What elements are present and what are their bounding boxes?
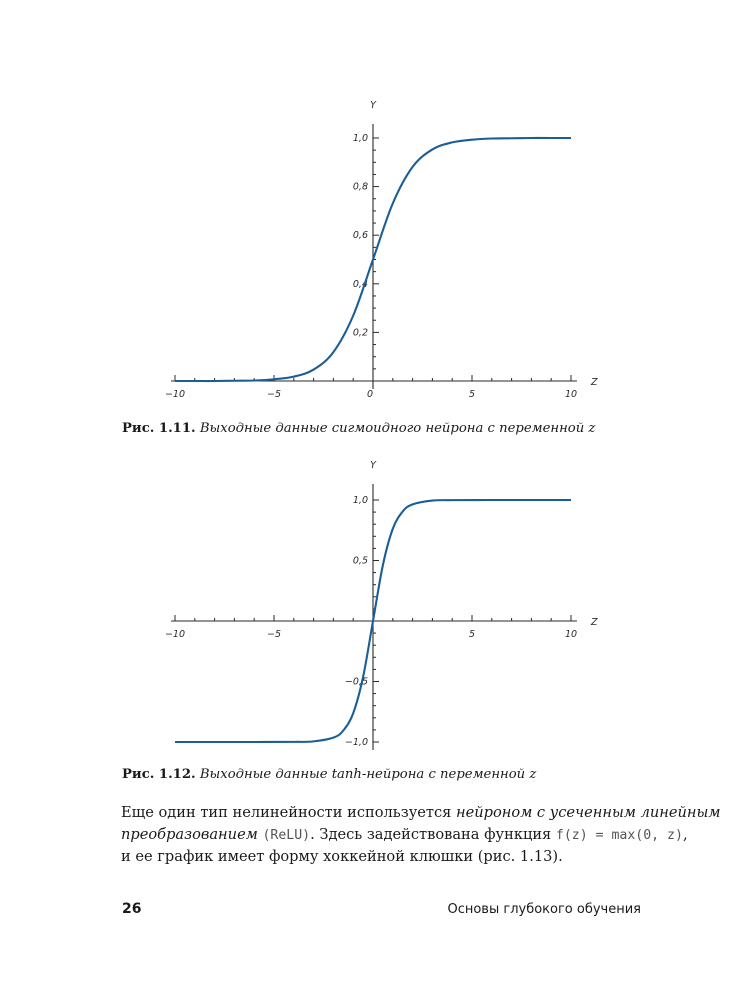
italic-term: нейроном с усеченным линейным [456, 804, 721, 821]
italic-term: преобразованием [121, 825, 258, 843]
x-tick-label: 10 [564, 389, 578, 400]
caption-label: Рис. 1.12. [122, 767, 196, 782]
figure-1-11-caption [122, 420, 595, 438]
x-tick-label: 10 [564, 629, 578, 640]
text-run: и ее график имеет форму хоккейной клюшки (рис. 1.13). [121, 848, 563, 865]
code-term: (ReLU) [262, 827, 311, 843]
caption-label: Рис. 1.11. [122, 421, 196, 436]
sigmoid-chart-svg [0, 88, 743, 408]
x-tick-label: −10 [164, 389, 186, 400]
text-run: . Здесь задействована функция [310, 825, 556, 843]
caption-text: Выходные данные tanh-нейрона с переменной z [199, 767, 537, 782]
x-tick-label: −5 [266, 389, 282, 400]
page-number: 26 [122, 901, 142, 917]
y-tick-label: 0,5 [352, 555, 368, 567]
figure-1-12-tanh-chart [0, 458, 743, 758]
code-formula: f(z) = max(0, z) [555, 827, 683, 843]
y-axis-label: Y [370, 100, 376, 111]
caption-text: Выходные данные сигмоидного нейрона с переменной z [199, 421, 596, 436]
x-axis-label: Z [591, 617, 598, 628]
x-tick-label: 5 [468, 629, 476, 640]
x-axis-label: Z [591, 377, 598, 388]
figure-1-11-sigmoid-chart [0, 88, 743, 408]
y-tick-label: −0,5 [344, 676, 368, 688]
x-tick-label: −10 [164, 629, 186, 640]
y-tick-label: 0,4 [352, 278, 368, 290]
paragraph-line-1 [121, 802, 721, 824]
tanh-chart-svg [0, 458, 743, 758]
figure-1-12-caption [122, 766, 536, 784]
paragraph-line-2 [121, 824, 688, 847]
y-tick-label: 0,2 [352, 327, 368, 339]
y-tick-label: −1,0 [344, 737, 368, 748]
y-axis-label: Y [370, 460, 376, 471]
x-tick-label: 0 [366, 389, 374, 400]
x-tick-label: 5 [468, 389, 476, 400]
y-tick-label: 0,6 [352, 230, 368, 242]
paragraph-line-3 [121, 846, 641, 868]
y-tick-label: 1,0 [352, 133, 368, 144]
text-run: Еще один тип нелинейности используется [121, 804, 457, 821]
y-tick-label: 0,8 [352, 181, 368, 193]
text-run: , [682, 825, 688, 843]
x-tick-label: −5 [266, 629, 282, 640]
running-title: Основы глубокого обучения [447, 902, 641, 917]
y-tick-label: 1,0 [352, 495, 368, 506]
body-paragraph [121, 802, 721, 868]
